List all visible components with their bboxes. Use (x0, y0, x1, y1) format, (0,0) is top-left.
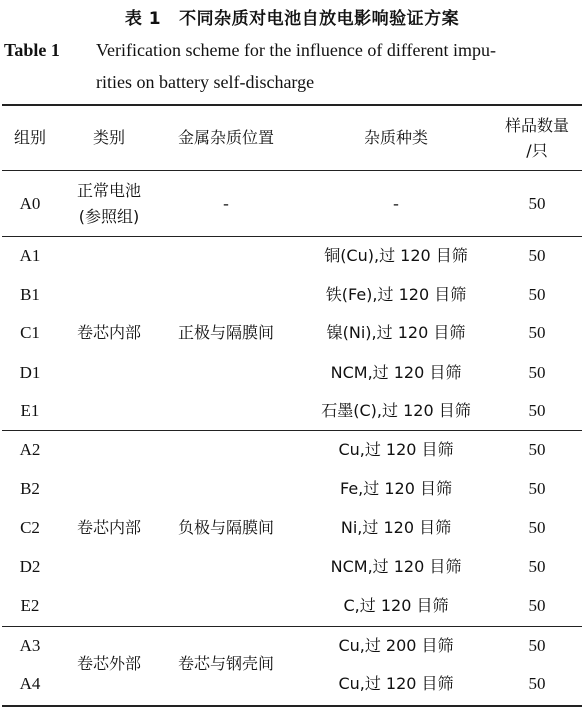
caption-cn-title: 不同杂质对电池自放电影响验证方案 (179, 9, 460, 29)
caption-en-title-line1: Verification scheme for the influence of different impu- (96, 40, 497, 60)
table-bottom-rule (2, 705, 582, 707)
count-cell: 50 (528, 636, 546, 655)
impurity-cell: 铁(Fe),过 120 目筛 (325, 285, 467, 304)
row-group: E2 (20, 596, 40, 615)
count-cell: 50 (528, 323, 546, 342)
count-cell: 50 (528, 401, 546, 420)
location-cell: 负极与隔膜间 (177, 518, 274, 537)
impurity-cell: Cu,过 120 目筛 (338, 440, 454, 459)
row-group: C1 (20, 323, 40, 342)
impurity-cell: - (393, 194, 399, 213)
header-group: 组别 (13, 128, 46, 147)
table-caption-cn (0, 4, 584, 29)
row-group: A2 (19, 440, 41, 459)
location-cell: 正极与隔膜间 (177, 323, 274, 342)
header-category: 类别 (92, 128, 125, 147)
count-cell: 50 (528, 557, 546, 576)
row-group: B2 (20, 479, 40, 498)
row-group: A1 (19, 246, 41, 265)
row-group: D2 (19, 557, 41, 576)
header-count-line2: /只 (526, 141, 548, 160)
section-divider (2, 236, 582, 237)
header-impurity: 杂质种类 (363, 128, 428, 147)
impurity-cell: Fe,过 120 目筛 (340, 479, 452, 498)
header-location: 金属杂质位置 (177, 128, 274, 147)
impurity-cell: 石墨(C),过 120 目筛 (321, 401, 471, 420)
impurity-cell: C,过 120 目筛 (343, 596, 449, 615)
impurity-cell: Ni,过 120 目筛 (340, 518, 452, 537)
count-cell: 50 (528, 479, 546, 498)
category-cell: 卷芯内部 (76, 323, 141, 342)
table-top-rule (2, 104, 582, 106)
row-group: D1 (19, 363, 41, 382)
row-group: B1 (20, 285, 40, 304)
count-cell: 50 (528, 363, 546, 382)
row-group: C2 (20, 518, 40, 537)
count-cell: 50 (528, 285, 546, 304)
count-cell: 50 (528, 246, 546, 265)
caption-cn-label: 表 1 (124, 9, 162, 29)
impurity-cell: Cu,过 120 目筛 (338, 674, 454, 693)
category-line1: 正常电池 (76, 181, 141, 200)
caption-en-label: Table 1 (4, 40, 60, 60)
header-bottom-rule (2, 170, 582, 171)
location-cell: - (223, 194, 229, 213)
location-cell: 卷芯与钢壳间 (177, 654, 274, 673)
impurity-cell: 铜(Cu),过 120 目筛 (324, 246, 468, 265)
row-group: A4 (19, 674, 41, 693)
impurity-cell: 镍(Ni),过 120 目筛 (326, 323, 466, 342)
caption-en-title-line2: rities on battery self-discharge (96, 72, 315, 92)
row-group: A3 (19, 636, 41, 655)
header-count-line1: 样品数量 (504, 116, 569, 135)
impurity-cell: NCM,过 120 目筛 (330, 363, 462, 382)
section-divider (2, 430, 582, 431)
row-group: E1 (20, 401, 40, 420)
row-group: A0 (19, 194, 41, 213)
impurity-cell: NCM,过 120 目筛 (330, 557, 462, 576)
count-cell: 50 (528, 194, 546, 213)
category-cell: 卷芯内部 (76, 518, 141, 537)
count-cell: 50 (528, 596, 546, 615)
count-cell: 50 (528, 440, 546, 459)
impurity-cell: Cu,过 200 目筛 (338, 636, 454, 655)
count-cell: 50 (528, 518, 546, 537)
category-cell: 卷芯外部 (76, 654, 141, 673)
table-caption-en (4, 34, 580, 98)
section-divider (2, 626, 582, 627)
category-line2: (参照组) (78, 207, 140, 226)
count-cell: 50 (528, 674, 546, 693)
